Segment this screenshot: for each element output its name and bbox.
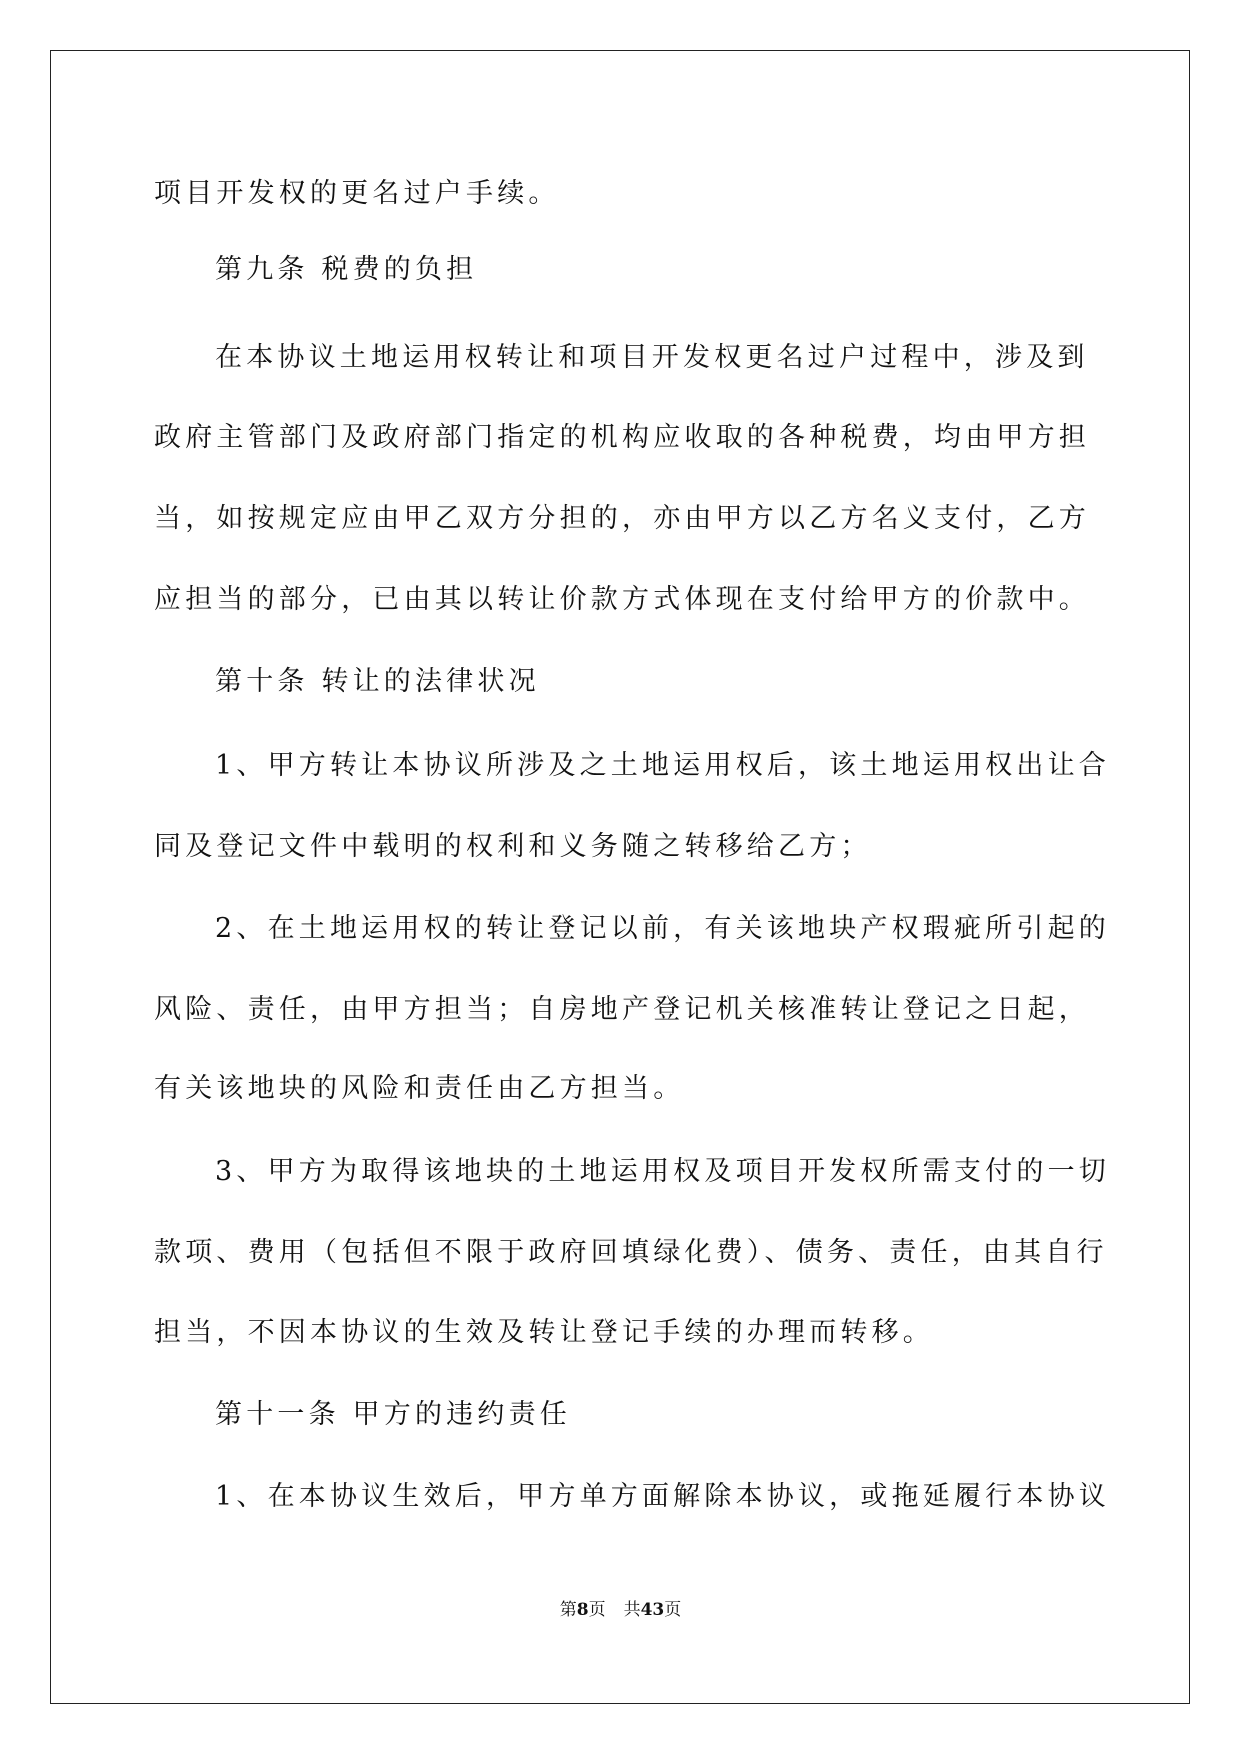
text-line: 应担当的部分，已由其以转让价款方式体现在支付给甲方的价款中。 — [154, 584, 1090, 615]
text-line: 1、甲方转让本协议所涉及之土地运用权后，该土地运用权出让合 — [215, 750, 1110, 781]
text-line: 有关该地块的风险和责任由乙方担当。 — [154, 1073, 685, 1104]
section-heading: 第九条 税费的负担 — [215, 254, 478, 285]
text-line: 当，如按规定应由甲乙双方分担的，亦由甲方以乙方名义支付，乙方 — [154, 503, 1090, 534]
total-pages-prefix: 共 — [623, 1600, 641, 1620]
page-border — [50, 50, 1190, 1704]
text-line: 3、甲方为取得该地块的土地运用权及项目开发权所需支付的一切 — [215, 1156, 1110, 1187]
text-line: 1、在本协议生效后，甲方单方面解除本协议，或拖延履行本协议 — [215, 1481, 1110, 1512]
total-pages-suffix: 页 — [664, 1600, 682, 1620]
text-line: 担当，不因本协议的生效及转让登记手续的办理而转移。 — [154, 1317, 934, 1348]
text-line: 在本协议土地运用权转让和项目开发权更名过户过程中，涉及到 — [215, 342, 1089, 373]
current-page-number: 8 — [576, 1600, 589, 1620]
text-line: 同及登记文件中载明的权利和义务随之转移给乙方； — [154, 831, 872, 862]
page-number-suffix: 页 — [588, 1600, 606, 1620]
section-heading: 第十一条 甲方的违约责任 — [215, 1399, 571, 1430]
total-pages-number: 43 — [640, 1600, 665, 1620]
page-number-prefix: 第 — [559, 1600, 577, 1620]
section-heading: 第十条 转让的法律状况 — [215, 666, 540, 697]
text-line: 2、在土地运用权的转让登记以前，有关该地块产权瑕疵所引起的 — [215, 913, 1110, 944]
page-footer — [0, 1598, 1241, 1622]
text-line: 款项、费用（包括但不限于政府回填绿化费）、债务、责任，由其自行 — [154, 1237, 1108, 1268]
text-line: 项目开发权的更名过户手续。 — [154, 178, 560, 209]
text-line: 风险、责任，由甲方担当；自房地产登记机关核准转让登记之日起， — [154, 994, 1090, 1025]
text-line: 政府主管部门及政府部门指定的机构应收取的各种税费，均由甲方担 — [154, 422, 1090, 453]
